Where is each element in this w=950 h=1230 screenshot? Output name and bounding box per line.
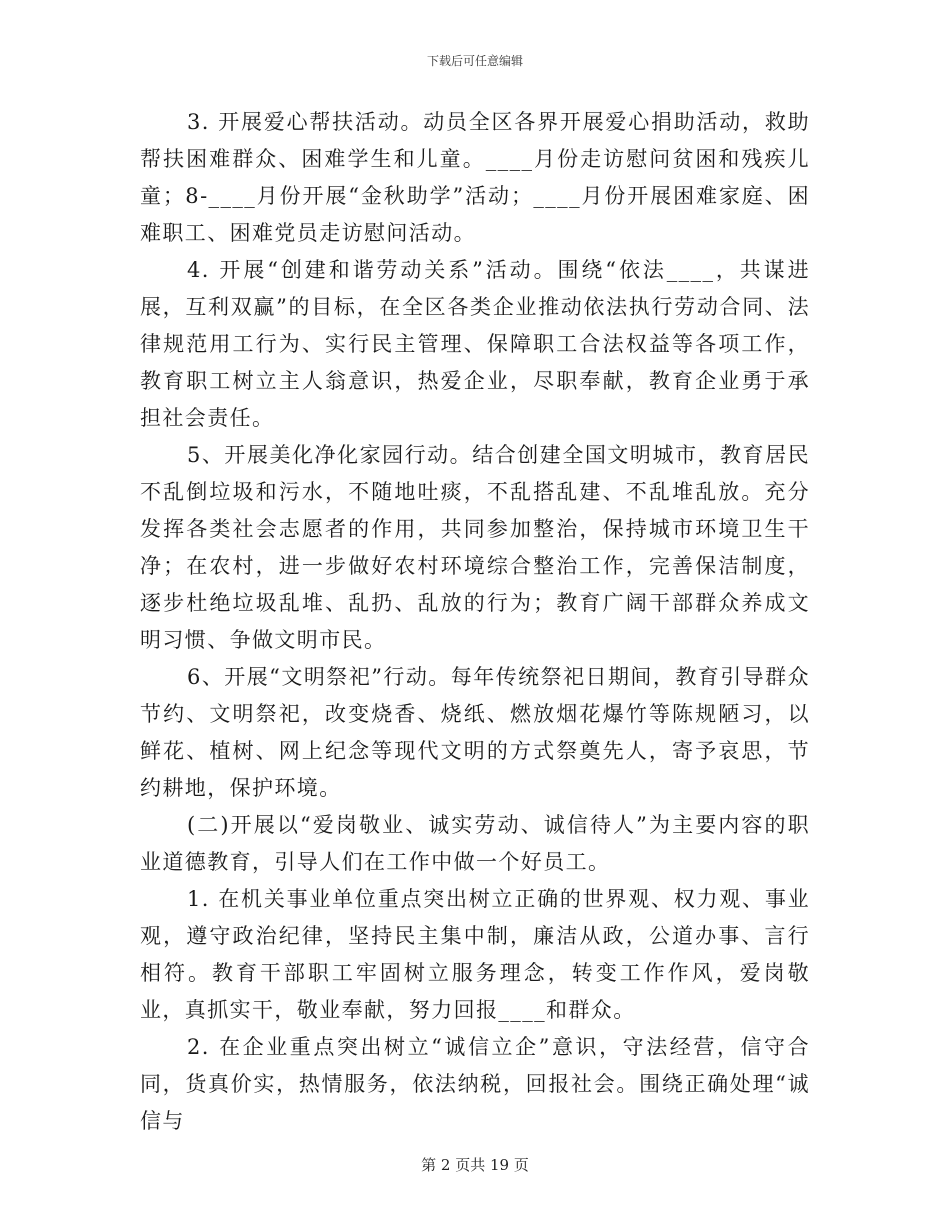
paragraph-4-labor-relations: 4. 开展“创建和谐劳动关系”活动。围绕“依法____，共谋进展，互利双赢”的目标，在全区各类企业推动依法执行劳动合同、法律规范用工行为、实行民主管理、保障职工合法权益等各项工作，教育职工树立主人翁意识，热爱企业，尽职奉献，教育企业勇于承担社会责任。 (140, 258, 810, 430)
page-header: 下载后可任意编辑 (426, 54, 523, 68)
paragraph-2-enterprise-integrity: 2. 在企业重点突出树立“诚信立企”意识，守法经营，信守合同，货真价实，热情服务，依法纳税，回报社会。围绕正确处理“诚信与 (140, 1035, 810, 1133)
section-2-professional-ethics: (二)开展以“爱岗敬业、诚实劳动、诚信待人”为主要内容的职业道德教育，引导人们在工作中做一个好员工。 (140, 813, 810, 874)
paragraph-5-home-beautification: 5、开展美化净化家园行动。结合创建全国文明城市，教育居民不乱倒垃圾和污水，不随地吐痰，不乱搭乱建、不乱堆乱放。充分发挥各类社会志愿者的作用，共同参加整治，保持城市环境卫生干净；在农村，进一步做好农村环境综合整治工作，完善保洁制度，逐步杜绝垃圾乱堆、乱扔、乱放的行为；教育广阔干部群众养成文明习惯、争做文明市民。 (140, 443, 810, 652)
page-number: 第 2 页共 19 页 (421, 1156, 529, 1174)
document-body (140, 104, 810, 1140)
paragraph-3-charity-activity: 3. 开展爱心帮扶活动。动员全区各界开展爱心捐助活动，救助帮扶困难群众、困难学生和儿童。____月份走访慰问贫困和残疾儿童；8-____月份开展“金秋助学”活动；____月份开展困难家庭、困难职工、困难党员走访慰问活动。 (140, 110, 810, 245)
paragraph-6-civilized-worship: 6、开展“文明祭祀”行动。每年传统祭祀日期间，教育引导群众节约、文明祭祀，改变烧香、烧纸、燃放烟花爆竹等陈规陋习，以鲜花、植树、网上纪念等现代文明的方式祭奠先人，寄予哀思，节约耕地，保护环境。 (140, 665, 810, 800)
paragraph-1-government-units: 1. 在机关事业单位重点突出树立正确的世界观、权力观、事业观，遵守政治纪律，坚持民主集中制，廉洁从政，公道办事、言行相符。教育干部职工牢固树立服务理念，转变工作作风，爱岗敬业，真抓实干，敬业奉献，努力回报____和群众。 (140, 887, 810, 1022)
